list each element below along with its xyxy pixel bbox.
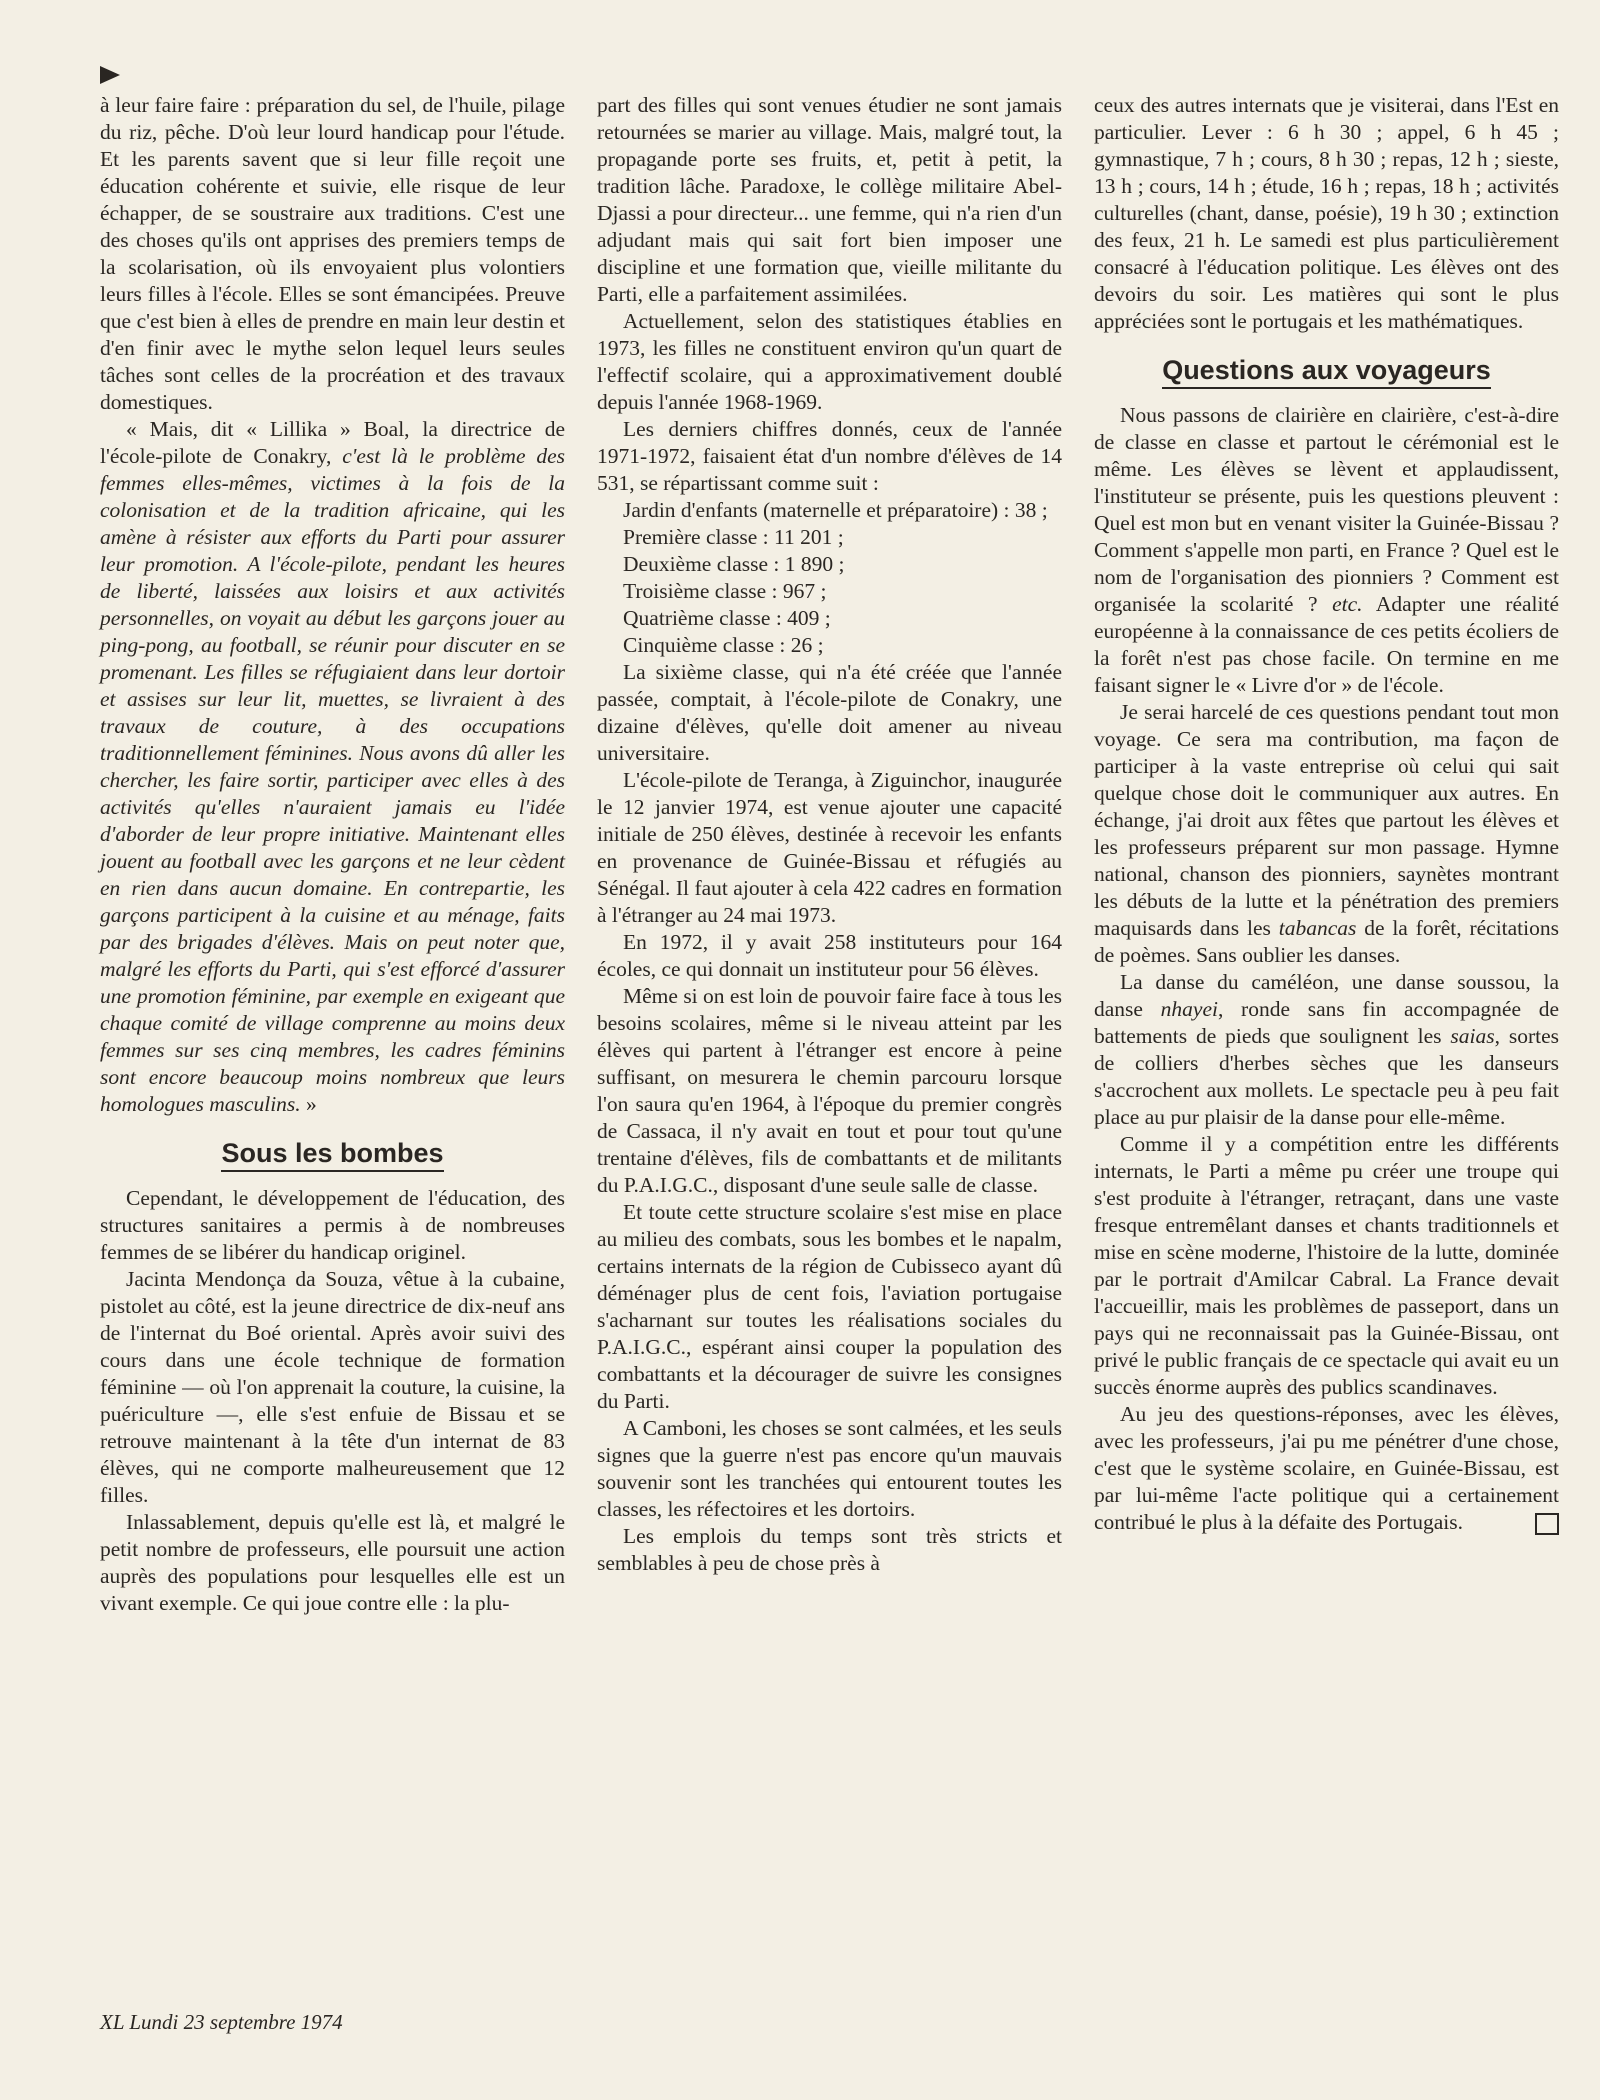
paragraph: part des filles qui sont venues étudier ne sont jamais retournées se marier au village. Mais, malgré tout, la propagande porte ses fruits, et, petit à petit, la tradition lâche. Paradoxe, le collège militaire Abel-Djassi a pour directeur... une femme, qui n'a rien d'un adjudant mais qui sait fort bien imposer une discipline et une formation que, vieille militante du Parti, elle a parfaitement assimilées. — [597, 93, 1062, 306]
page-footer: XL Lundi 23 septembre 1974 — [100, 2010, 343, 2034]
list-item: Cinquième classe : 26 ; — [623, 633, 824, 657]
continuation-arrow-icon — [100, 66, 120, 84]
paragraph — [1094, 1401, 1559, 1536]
list-item: Jardin d'enfants (maternelle et préparatoire) : 38 ; — [623, 498, 1048, 522]
paragraph: Les emplois du temps sont très stricts et semblables à peu de chose près à — [597, 1524, 1062, 1575]
text-run: Nous passons de clairière en clairière, c'est-à-dire de classe en classe et partout le cérémonial est le même. Les élèves se lèvent et applaudissent, l'instituteur se présente, puis les questions pleuvent : Quel est mon but en venant visiter la Guinée-Bissau ? Comment s'appelle mon parti, en France ? Quel est le nom de l'organisation des pionniers ? Comment est organisée la scolarité ? — [1094, 403, 1559, 616]
paragraph: A Camboni, les choses se sont calmées, et les seuls signes que la guerre n'est pas encore qu'un mauvais souvenir sont les tranchées qui entourent toutes les classes, les réfectoires et les dortoirs. — [597, 1416, 1062, 1521]
list-item: Quatrième classe : 409 ; — [623, 606, 831, 630]
paragraph: Comme il y a compétition entre les différents internats, le Parti a même pu créer une troupe qui s'est produite à l'étranger, retraçant, dans une vaste fresque entremêlant danses et chants traditionnels et mise en scène moderne, l'histoire de la lutte, dominée par le portrait d'Amilcar Cabral. La France devait l'accueillir, mais les problèmes de passeport, dans un pays qui ne reconnaissait pas la Guinée-Bissau, ont privé le public français de ce spectacle qui avait eu un succès énorme auprès des publics scandinaves. — [1094, 1132, 1559, 1399]
column-1 — [100, 92, 565, 1617]
section-heading-text: Questions aux voyageurs — [1162, 355, 1491, 389]
paragraph: ceux des autres internats que je visiterai, dans l'Est en particulier. Lever : 6 h 30 ; appel, 6 h 45 ; gymnastique, 7 h ; cours, 8 h 30 ; repas, 12 h ; sieste, 13 h ; cours, 14 h ; étude, 16 h ; repas, 18 h ; activités culturelles (chant, danse, poésie), 19 h 30 ; extinction des feux, 21 h. Le samedi est plus particulièrement consacré à l'éducation politique. Les élèves ont des devoirs du soir. Les matières qui sont le plus appréciées sont le portugais et les mathématiques. — [1094, 93, 1559, 333]
text-run: Adapter une réalité européenne à la connaissance de ces petits écoliers de la forêt n'est pas chose facile. On termine en me faisant signer le « Livre d'or » de l'école. — [1094, 592, 1560, 697]
paragraph: L'école-pilote de Teranga, à Ziguinchor, inaugurée le 12 janvier 1974, est venue ajouter une capacité initiale de 250 élèves, destinée à recevoir les enfants en provenance de Guinée-Bissau et réfugiés au Sénégal. Il faut ajouter à cela 422 cadres en formation à l'étranger au 24 mai 1973. — [597, 768, 1062, 927]
list-item: Deuxième classe : 1 890 ; — [623, 552, 845, 576]
paragraph: à leur faire faire : préparation du sel, de l'huile, pilage du riz, pêche. D'où leur lourd handicap pour l'étude. Et les parents savent que si leur fille reçoit une éducation cohérente et suivie, elle risque de leur échapper, de se soustraire aux traditions. C'est une des choses qu'ils ont apprises des premiers temps de la scolarisation, où ils envoyaient plus volontiers leurs filles à l'école. Elles se sont émancipées. Preuve que c'est bien à elles de prendre en main leur destin et d'en finir avec le mythe selon lequel leurs seules tâches sont celles de la procréation et des travaux domestiques. — [100, 93, 565, 414]
text-run: de la forêt, récitations de poèmes. Sans oublier les danses. — [1094, 916, 1559, 967]
paragraph — [1094, 699, 1559, 969]
paragraph — [1094, 969, 1559, 1131]
quote-end: » — [300, 1092, 317, 1116]
column-3 — [1094, 92, 1559, 1536]
section-heading-text: Sous les bombes — [221, 1138, 443, 1172]
paragraph: Les derniers chiffres donnés, ceux de l'année 1971-1972, faisaient état d'un nombre d'élèves de 14 531, se répartissant comme suit : — [597, 417, 1062, 495]
text-run: , ronde sans fin accompagnée de battements de pieds que soulignent les — [1094, 997, 1559, 1048]
italic-text-run: saias — [1450, 1024, 1495, 1048]
list-item: Première classe : 11 201 ; — [623, 525, 844, 549]
quote-paragraph — [100, 416, 565, 1118]
italic-text-run: nhayei — [1160, 997, 1218, 1021]
paragraph: Même si on est loin de pouvoir faire face à tous les besoins scolaires, même si le niveau atteint par les élèves qui partent à l'étranger est encore à peine suffisant, on mesurera le chemin parcouru lorsque l'on saura qu'en 1964, à l'époque du premier congrès de Cassaca, il n'y avait en tout et pour tout qu'une trentaine d'élèves, fils de combattants et de militants du P.A.I.G.C., disposant d'une seule salle de classe. — [597, 984, 1062, 1197]
paragraph: La sixième classe, qui n'a été créée que l'année passée, comptait, à l'école-pilote de Conakry, une dizaine d'élèves, qu'elle doit amener au niveau universitaire. — [597, 660, 1062, 765]
paragraph: Inlassablement, depuis qu'elle est là, et malgré le petit nombre de professeurs, elle poursuit une action auprès des populations pour lesquelles elle est un vivant exemple. Ce qui joue contre elle : la plu- — [100, 1510, 565, 1615]
paragraph: Cependant, le développement de l'éducation, des structures sanitaires a permis à de nombreuses femmes de se libérer du handicap originel. — [100, 1186, 565, 1264]
paragraph: Et toute cette structure scolaire s'est mise en place au milieu des combats, sous les bombes et le napalm, certains internats de la région de Cubisseco ayant dû déménager plus de cent fois, l'aviation portugaise s'acharnant sur toutes les réalisations sociales du P.A.I.G.C., espérant ainsi couper la population des combattants et la décourager de suivre les consignes du Parti. — [597, 1200, 1062, 1413]
paragraph: Actuellement, selon des statistiques établies en 1973, les filles ne constituent environ qu'un quart de l'effectif scolaire, qui a approximativement doublé depuis l'année 1968-1969. — [597, 309, 1062, 414]
paragraph — [1094, 402, 1559, 699]
end-mark-icon — [1535, 1513, 1559, 1535]
text-run: Au jeu des questions-réponses, avec les élèves, avec les professeurs, j'ai pu me pénétrer d'une chose, c'est que le système scolaire, en Guinée-Bissau, est par lui-même l'acte politique qui a certainement contribué le plus à la défaite des Portugais. — [1094, 1402, 1559, 1534]
paragraph: En 1972, il y avait 258 instituteurs pour 164 écoles, ce qui donnait un instituteur pour 56 élèves. — [597, 930, 1062, 981]
section-heading — [1094, 357, 1559, 384]
text-run: La danse du caméléon, une danse soussou, la danse — [1094, 970, 1559, 1021]
quote-text: c'est là le problème des femmes elles-mêmes, victimes à la fois de la colonisation et de la tradition africaine, qui les amène à résister aux efforts du Parti pour assurer leur promotion. A l'école-pilote, pendant les heures de liberté, laissées aux loisirs et aux activités personnelles, on voyait au début les garçons jouer au ping-pong, au football, se réunir pour discuter en se promenant. Les filles se réfugiaient dans leur dortoir et assises sur leur lit, muettes, se livraient à des travaux de couture, à des occupations traditionnellement féminines. Nous avons dû aller les chercher, les faire sortir, participer avec elles à des activités qu'elles n'auraient jamais eu l'idée d'aborder de leur propre initiative. Maintenant elles jouent au football avec les garçons et ne leur cèdent en rien dans aucun domaine. En contrepartie, les garçons participent à la cuisine et au ménage, faits par des brigades d'élèves. Mais on peut noter que, malgré les efforts du Parti, qui s'est efforcé d'assurer une promotion féminine, par exemple en exigeant que chaque comité de village comprenne au moins deux femmes sur ses cinq membres, les cadres féminins sont encore beaucoup moins nombreux que leurs homologues masculins. — [100, 444, 566, 1116]
column-2 — [597, 92, 1062, 1577]
quote-intro: « Mais, dit « Lillika » Boal, la directrice de l'école-pilote de Conakry, — [100, 417, 565, 468]
italic-text-run: tabancas — [1278, 916, 1357, 940]
italic-text-run: etc. — [1332, 592, 1363, 616]
paragraph: Jacinta Mendonça da Souza, vêtue à la cubaine, pistolet au côté, est la jeune directrice de dix-neuf ans de l'internat du Boé oriental. Après avoir suivi des cours dans une école technique de formation féminine — où l'on apprenait la couture, la cuisine, la puériculture —, elle s'est enfuie de Bissau et se retrouve maintenant à la tête d'un internat de 83 élèves, qui ne comporte malheureusement que 12 filles. — [100, 1267, 565, 1507]
text-run: Je serai harcelé de ces questions pendant tout mon voyage. Ce sera ma contribution, ma façon de participer à la vaste entreprise où celui qui sait quelque chose doit le communiquer aux autres. En échange, j'ai droit aux fêtes que partout les élèves et les professeurs préparent sur mon passage. Hymne national, chanson des pionniers, saynètes montrant les débuts de la lutte et la pénétration des premiers maquisards dans les — [1094, 700, 1559, 940]
list-item: Troisième classe : 967 ; — [623, 579, 827, 603]
section-heading — [100, 1140, 565, 1167]
text-run: , sortes de colliers d'herbes sèches que les danseurs s'accrochent aux mollets. Le spectacle peu à peu fait place au pur plaisir de la danse pour elle-même. — [1094, 1024, 1559, 1129]
